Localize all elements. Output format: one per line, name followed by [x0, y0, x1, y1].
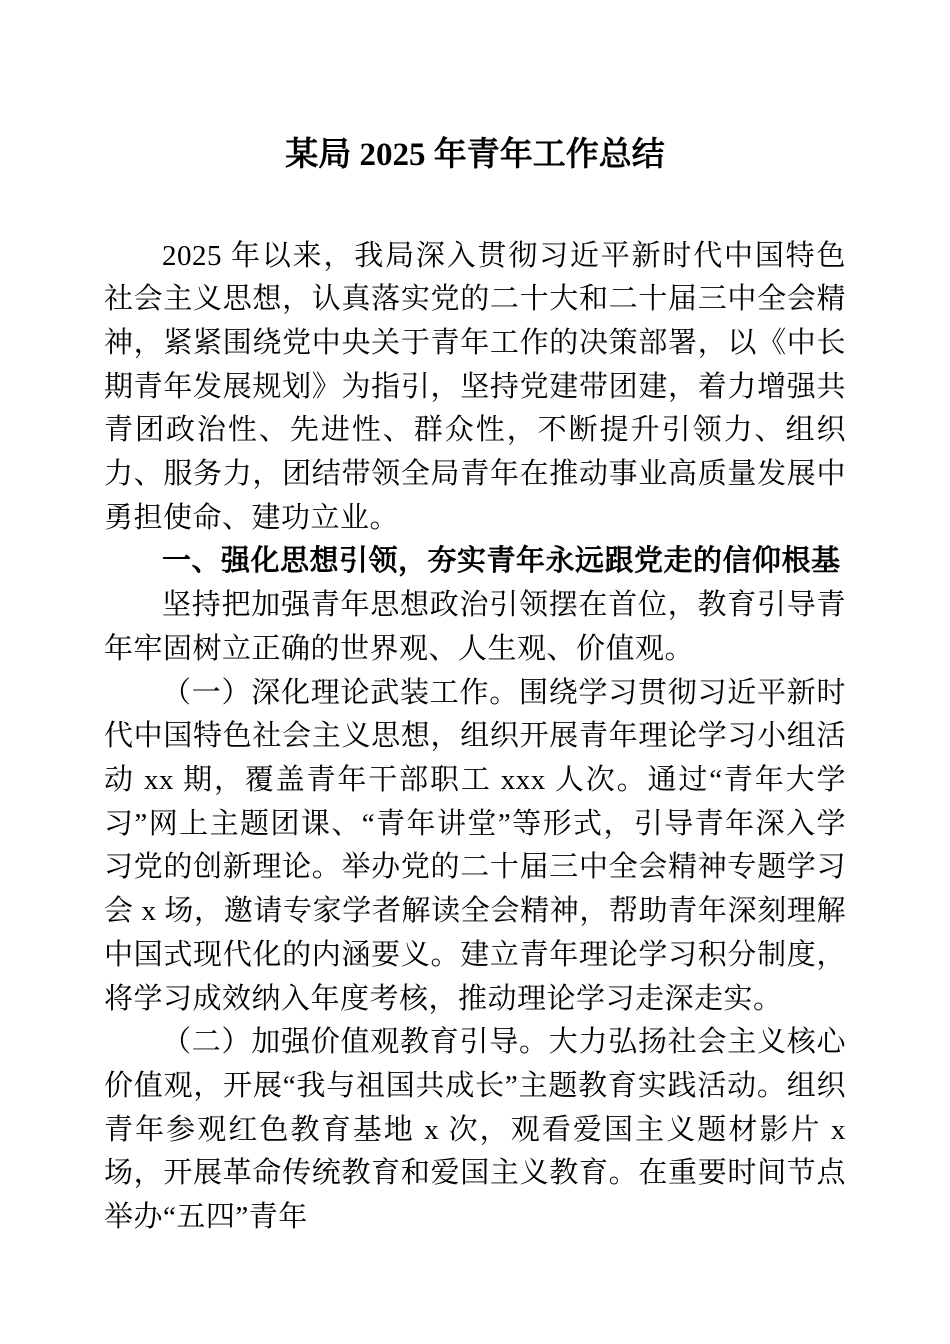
document-title: 某局 2025 年青年工作总结 — [285, 137, 665, 173]
section-1-lead-paragraph: 坚持把加强青年思想政治引领摆在首位，教育引导青年牢固树立正确的世界观、人生观、价值观。 — [104, 589, 846, 665]
intro-paragraph: 2025 年以来，我局深入贯彻习近平新时代中国特色社会主义思想，认真落实党的二十大和二十届三中全会精神，紧紧围绕党中央关于青年工作的决策部署，以《中长期青年发展规划》为指引，坚持党建带团建，着力增强共青团政治性、先进性、群众性，不断提升引领力、组织力、服务力，团结带领全局青年在推动事业高质量发展中勇担使命、建功立业。 — [104, 239, 846, 534]
point-1-paragraph: （一）深化理论武装工作。围绕学习贯彻习近平新时代中国特色社会主义思想，组织开展青年理论学习小组活动 xx 期，覆盖青年干部职工 xxx 人次。通过“青年大学习”网上主题团课、“青年讲堂”等形式，引导青年深入学习党的创新理论。举办党的二十届三中全会精神专题学习会 x 场，邀请专家学者解读全会精神，帮助青年深刻理解中国式现代化的内涵要义。建立青年理论学习积分制度，将学习成效纳入年度考核，推动理论学习走深走实。 — [104, 676, 846, 1015]
section-1-heading: 一、强化思想引领，夯实青年永远跟党走的信仰根基 — [162, 545, 841, 578]
point-2-paragraph: （二）加强价值观教育引导。大力弘扬社会主义核心价值观，开展“我与祖国共成长”主题教育实践活动。组织青年参观红色教育基地 x 次，观看爱国主义题材影片 x 场，开展革命传统教育和爱国主义教育。在重要时间节点举办“五四”青年 — [104, 1026, 846, 1234]
